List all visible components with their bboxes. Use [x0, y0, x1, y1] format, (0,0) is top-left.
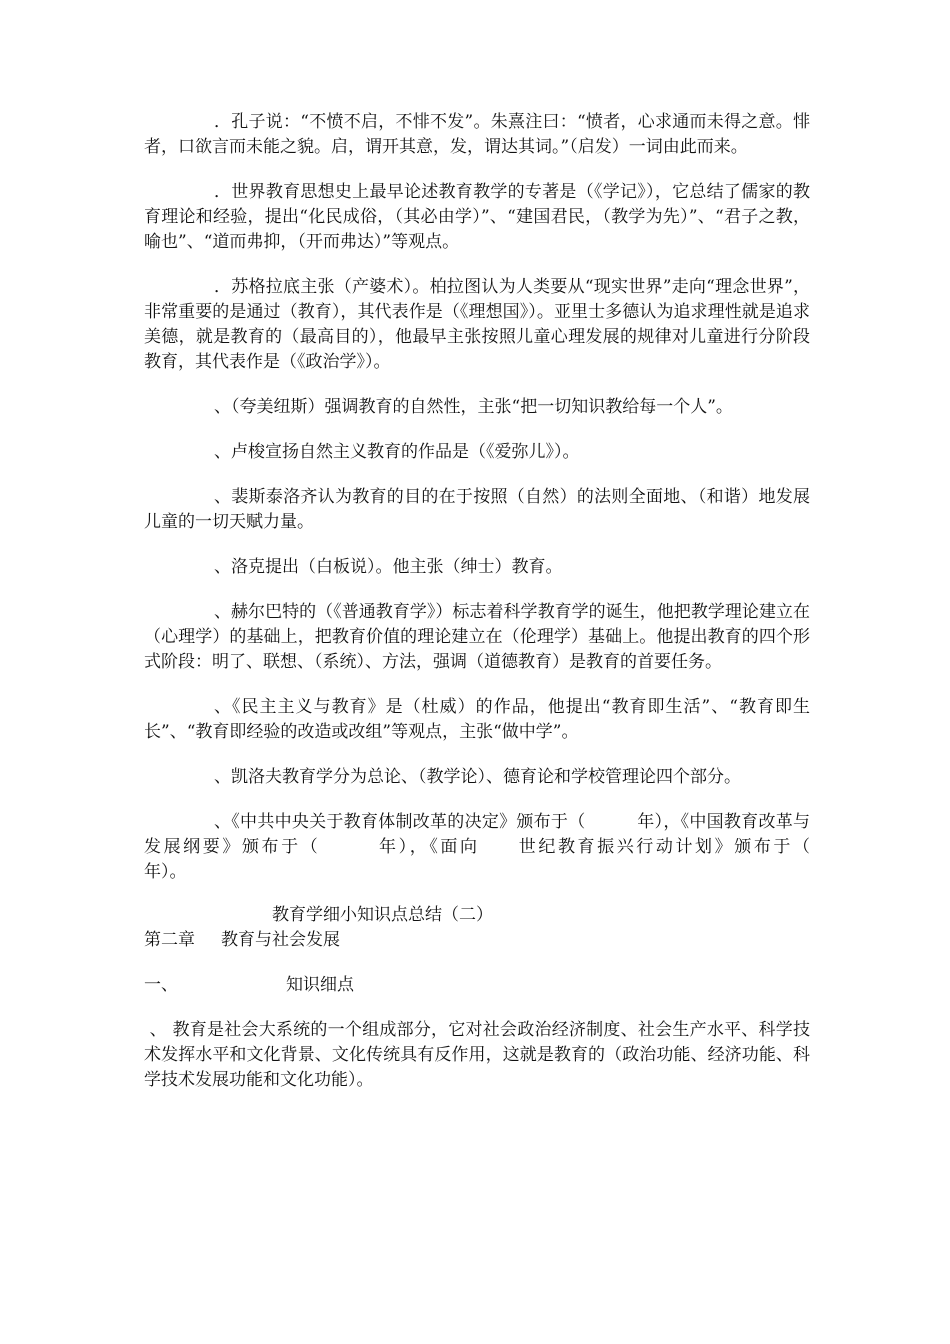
- paragraph-kairov: 、凯洛夫教育学分为总论、（教学论）、德育论和学校管理论四个部分。: [214, 767, 741, 787]
- paragraph-pestalozzi: 、裴斯泰洛齐认为教育的目的在于按照（自然）的法则全面地、（和谐）地发展儿童的一切天赋力量。: [144, 487, 810, 532]
- chapter-heading: [144, 928, 810, 953]
- paragraph-xueji: ．世界教育思想史上最早论述教育教学的专著是（《学记》），它总结了儒家的教育理论和经验，提出“化民成俗，（其必由学）”、“建国君民，（教学为先）”、“君子之教，喻也”、“道而弗抑，（开而弗达）”等观点。: [144, 182, 810, 252]
- subheading-name: 知识细点: [286, 975, 354, 995]
- paragraph-locke: 、洛克提出（白板说）。他主张（绅士）教育。: [214, 557, 563, 577]
- subheading: [144, 973, 810, 998]
- paragraph-rousseau: 、卢梭宣扬自然主义教育的作品是（《爱弥儿》）。: [214, 442, 580, 462]
- paragraph-herbart: 、赫尔巴特的（《普通教育学》）标志着科学教育学的诞生，他把教学理论建立在（心理学）的基础上，把教育价值的理论建立在（伦理学）基础上。他提出教育的四个形式阶段：明了、联想、（系统）、方法，强调（道德教育）是教育的首要任务。: [144, 602, 810, 672]
- section-title: 教育学细小知识点总结（二）: [272, 905, 493, 925]
- document-page: [144, 110, 861, 1093]
- chapter-name: 教育与社会发展: [221, 930, 340, 950]
- paragraph-socrates: ．苏格拉底主张（产婆术）。柏拉图认为人类要从“现实世界”走向“理念世界”，非常重要的是通过（教育），其代表作是（《理想国》）。亚里士多德认为追求理性就是追求美德，就是教育的（最高目的），他最早主张按照儿童心理发展的规律对儿童进行分阶段教育，其代表作是（《政治学》）。: [144, 277, 810, 372]
- paragraph-confucius: ．孔子说：“不愤不启，不悱不发”。朱熹注曰：“愤者，心求通而未得之意。悱者，口欲言而未能之貌。启，谓开其意，发，谓达其词。”（启发）一词由此而来。: [144, 112, 810, 157]
- paragraph-policy-dates: 、《中共中央关于教育体制改革的决定》颁布于（ 年），《中国教育改革与发展纲要》颁布于（ 年），《面向 世纪教育振兴行动计划》颁布于（ 年）。: [144, 812, 861, 882]
- paragraph-comenius: 、（夸美纽斯）强调教育的自然性，主张“把一切知识教给每一个人”。: [214, 397, 733, 417]
- paragraph-dewey: 、《民主主义与教育》是（杜威）的作品，他提出“教育即生活”、“教育即生长”、“教育即经验的改造或改组”等观点，主张“做中学”。: [144, 697, 810, 742]
- chapter-label: 第二章: [144, 930, 195, 950]
- subheading-label: 一、: [144, 975, 178, 995]
- paragraph-education-functions: 、 教育是社会大系统的一个组成部分，它对社会政治经济制度、社会生产水平、科学技术发挥水平和文化背景、文化传统具有反作用，这就是教育的（政治功能、经济功能、科学技术发展功能和文化功能）。: [144, 1020, 810, 1090]
